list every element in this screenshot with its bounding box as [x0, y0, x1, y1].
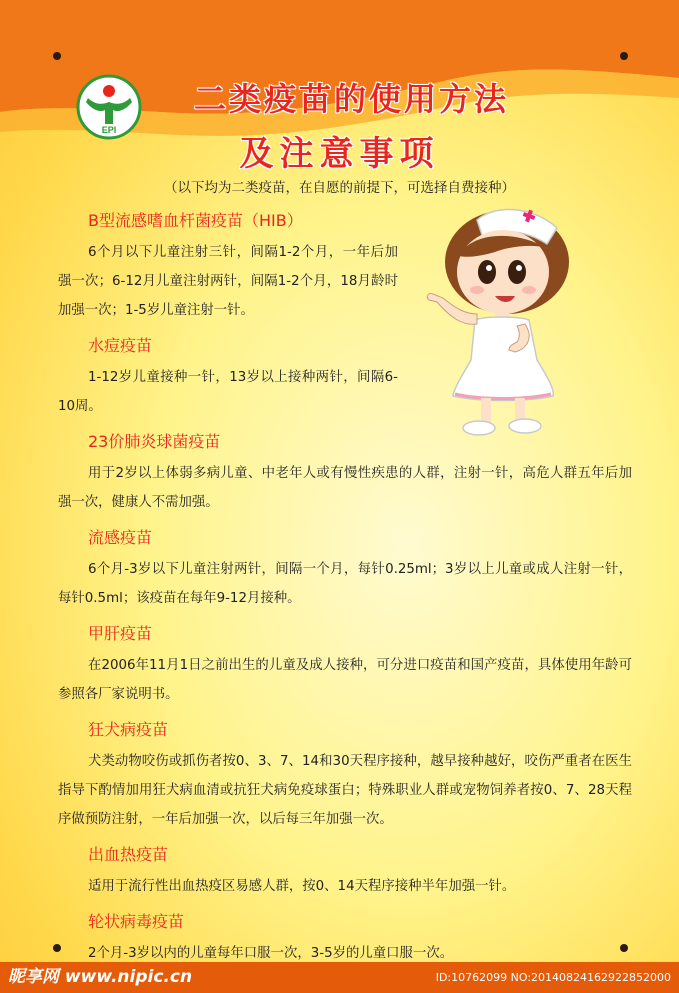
section-hepatitis-a [58, 619, 632, 709]
subtitle: （以下均为二类疫苗，在自愿的前提下，可选择自费接种） [164, 180, 515, 196]
watermark-site: 昵享网 www.nipic.cn [8, 967, 193, 987]
section-body: 6个月以下儿童注射三针，间隔1-2个月，一年后加强一次；6-12月儿童注射两针，间隔1-2个月，18月龄时加强一次；1-5岁儿童注射一针。 [58, 245, 398, 318]
pin-top-left [53, 52, 61, 60]
section-rotavirus [58, 907, 632, 968]
section-title: 狂犬病疫苗 [88, 720, 169, 739]
section-title: 流感疫苗 [88, 528, 153, 547]
title-line-2: 及注意事项 [239, 134, 440, 174]
section-body: 2个月-3岁以内的儿童每年口服一次，3-5岁的儿童口服一次。 [88, 946, 454, 961]
watermark-id: ID:10762099 NO:20140824162922852000 [435, 971, 671, 984]
section-body: 在2006年11月1日之前出生的儿童及成人接种，可分进口疫苗和国产疫苗，具体使用年龄可参照各厂家说明书。 [58, 658, 632, 702]
pin-top-right [620, 52, 628, 60]
section-title: 甲肝疫苗 [88, 624, 153, 643]
section-hemorrhagic-fever [58, 840, 632, 901]
section-title: B型流感嗜血杆菌疫苗（HIB） [88, 211, 303, 230]
section-title: 出血热疫苗 [88, 845, 169, 864]
section-title: 23价肺炎球菌疫苗 [88, 432, 221, 451]
section-body: 1-12岁儿童接种一针，13岁以上接种两针，间隔6-10周。 [58, 370, 398, 414]
title-line-1: 二类疫苗的使用方法 [193, 80, 509, 118]
section-body: 用于2岁以上体弱多病儿童、中老年人或有慢性疾患的人群，注射一针，高危人群五年后加强一次，健康人不需加强。 [58, 466, 632, 510]
section-title: 水痘疫苗 [88, 336, 153, 355]
section-varicella [58, 331, 632, 421]
section-body: 犬类动物咬伤或抓伤者按0、3、7、14和30天程序接种，越早接种越好，咬伤严重者在医生指导下酌情加用狂犬病血清或抗狂犬病免疫球蛋白；特殊职业人群或宠物饲养者按0、7、28天程序做预防注射，一年后加强一次，以后每三年加强一次。 [58, 754, 632, 827]
section-pneumococcal [58, 427, 632, 517]
section-influenza [58, 523, 632, 613]
section-hib [58, 206, 632, 325]
section-rabies [58, 715, 632, 834]
section-body: 6个月-3岁以下儿童注射两针，间隔一个月，每针0.25ml；3岁以上儿童或成人注射一针，每针0.5ml；该疫苗在每年9-12月接种。 [58, 562, 632, 606]
section-body: 适用于流行性出血热疫区易感人群，按0、14天程序接种半年加强一针。 [88, 879, 516, 894]
content [58, 204, 632, 974]
logo-text: EPI [101, 125, 117, 135]
section-title: 轮状病毒疫苗 [88, 912, 185, 931]
